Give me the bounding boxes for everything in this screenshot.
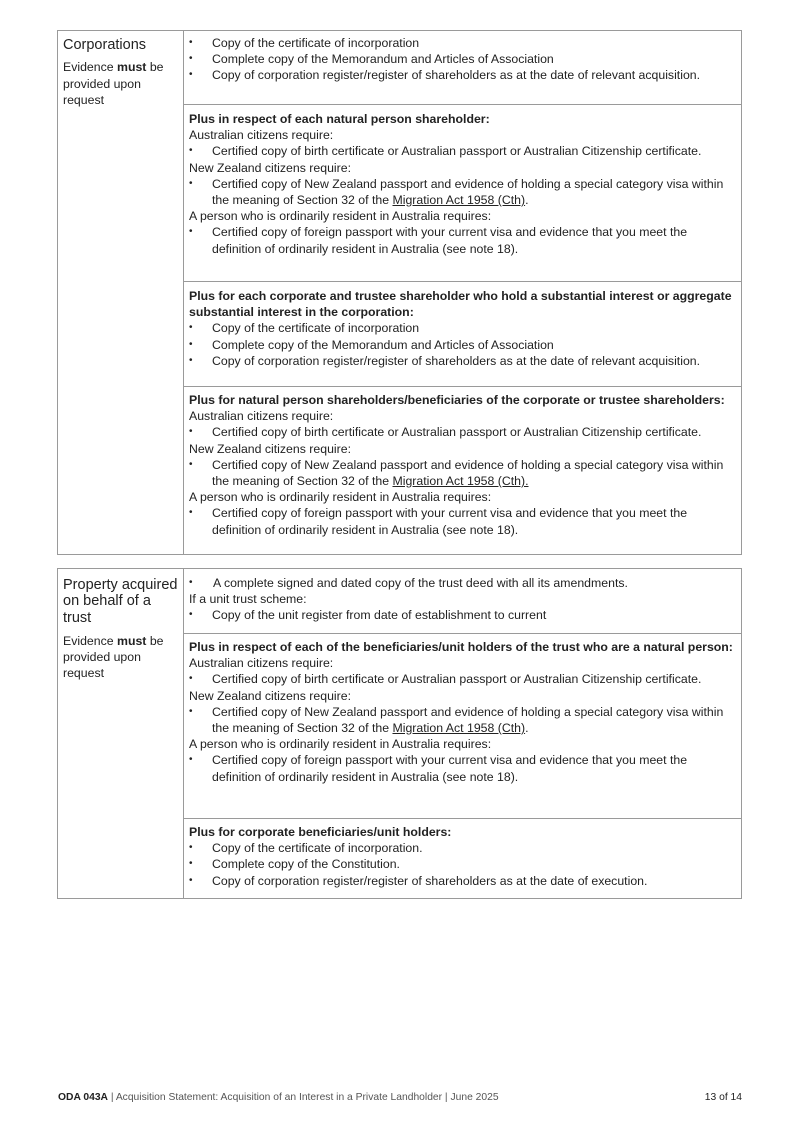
list-text: If a unit trust scheme: (189, 592, 307, 607)
category-title: Corporations (63, 37, 147, 53)
cell-heading: Plus for natural person shareholders/beneficiaries of the corporate or trustee shareholders: (189, 393, 725, 407)
list-item: • Certified copy of New Zealand passport and evidence of holding a special category visa within the meaning of Section 32 of the Migration Act 1958 (Cth). (189, 704, 724, 736)
list-item: • Certified copy of New Zealand passport and evidence of holding a special category visa within the meaning of Section 32 of the Migration Act 1958 (Cth). (189, 176, 724, 208)
list-item: • Certified copy of New Zealand passport and evidence of holding a special category visa within the meaning of Section 32 of the Migration Act 1958 (Cth). (189, 457, 724, 489)
form-code: ODA 043A (58, 1092, 108, 1103)
requirements-column (184, 569, 741, 898)
requirements-cell (184, 818, 741, 898)
list-item: • Certified copy of foreign passport with your current visa and evidence that you meet the definition of ordinarily resident in Australia (see note 18). (189, 506, 688, 537)
list-item: • Copy of corporation register/register of shareholders as at the date of relevant acquisition. (189, 68, 701, 83)
requirements-cell (184, 281, 741, 386)
list-text: New Zealand citizens require: (189, 441, 351, 456)
corporations-table (57, 30, 742, 555)
list-text: Australian citizens require: (189, 128, 334, 143)
requirements-cell (184, 633, 741, 818)
migration-act-link[interactable]: Migration Act 1958 (Cth) (392, 193, 526, 208)
list-text: New Zealand citizens require: (189, 688, 351, 703)
requirements-cell (184, 386, 741, 554)
list-item: • Copy of the certificate of incorporation. (189, 841, 423, 856)
requirements-cell (184, 104, 741, 281)
list-text: New Zealand citizens require: (189, 160, 351, 175)
list-item: • Copy of the certificate of incorporation (189, 36, 420, 50)
list-item: • Copy of corporation register/register of shareholders as at the date of execution. (189, 873, 648, 888)
list-item: • Complete copy of the Constitution. (189, 857, 400, 872)
cell-heading: Plus in respect of each of the beneficiaries/unit holders of the trust who are a natural person: (189, 640, 733, 654)
list-item: • Copy of the unit register from date of establishment to current (189, 608, 547, 623)
requirements-cell (184, 569, 741, 633)
list-text: A person who is ordinarily resident in Australia requires: (189, 737, 492, 752)
category-cell (58, 31, 184, 554)
list-text: A person who is ordinarily resident in Australia requires: (189, 209, 492, 224)
list-item: • Certified copy of birth certificate or Australian passport or Australian Citizenship certificate. (189, 144, 702, 159)
list-item: • Complete copy of the Memorandum and Articles of Association (189, 337, 554, 352)
cell-heading: Plus in respect of each natural person shareholder: (189, 112, 490, 126)
category-cell (58, 569, 184, 898)
footer-description: ODA 043A | Acquisition Statement: Acquisition of an Interest in a Private Landholder | June 2025 (58, 1092, 499, 1103)
evidence-note: Evidence must be provided upon request (63, 60, 164, 107)
list-item: • Certified copy of birth certificate or Australian passport or Australian Citizenship certificate. (189, 672, 702, 687)
list-item: • Copy of the certificate of incorporation (189, 321, 420, 336)
list-item: • Complete copy of the Memorandum and Articles of Association (189, 52, 554, 67)
page-footer (58, 1091, 742, 1105)
migration-act-link[interactable]: Migration Act 1958 (Cth) (392, 721, 526, 736)
requirements-column (184, 31, 741, 554)
migration-act-link[interactable]: Migration Act 1958 (Cth). (392, 474, 529, 489)
list-text: Australian citizens require: (189, 656, 334, 671)
list-item: • Copy of corporation register/register of shareholders as at the date of relevant acquisition. (189, 353, 701, 368)
page-number: 13 of 14 (704, 1092, 742, 1103)
evidence-note: Evidence must be provided upon request (63, 633, 164, 681)
list-text: Australian citizens require: (189, 409, 334, 424)
list-item: • Certified copy of foreign passport with your current visa and evidence that you meet the definition of ordinarily resident in Australia (see note 18). (189, 225, 688, 256)
list-text: A person who is ordinarily resident in Australia requires: (189, 490, 492, 505)
cell-heading: Plus for each corporate and trustee shareholder who hold a substantial interest or aggregate substantial interest in the corporation: (189, 289, 732, 320)
list-item: • A complete signed and dated copy of the trust deed with all its amendments. (189, 576, 628, 590)
list-item: • Certified copy of foreign passport with your current visa and evidence that you meet the definition of ordinarily resident in Australia (see note 18). (189, 753, 688, 784)
trust-table (57, 568, 742, 899)
list-item: • Certified copy of birth certificate or Australian passport or Australian Citizenship certificate. (189, 425, 702, 440)
requirements-cell (184, 31, 741, 104)
cell-heading: Plus for corporate beneficiaries/unit holders: (189, 825, 452, 839)
category-title: Property acquired on behalf of a trust (63, 577, 178, 626)
